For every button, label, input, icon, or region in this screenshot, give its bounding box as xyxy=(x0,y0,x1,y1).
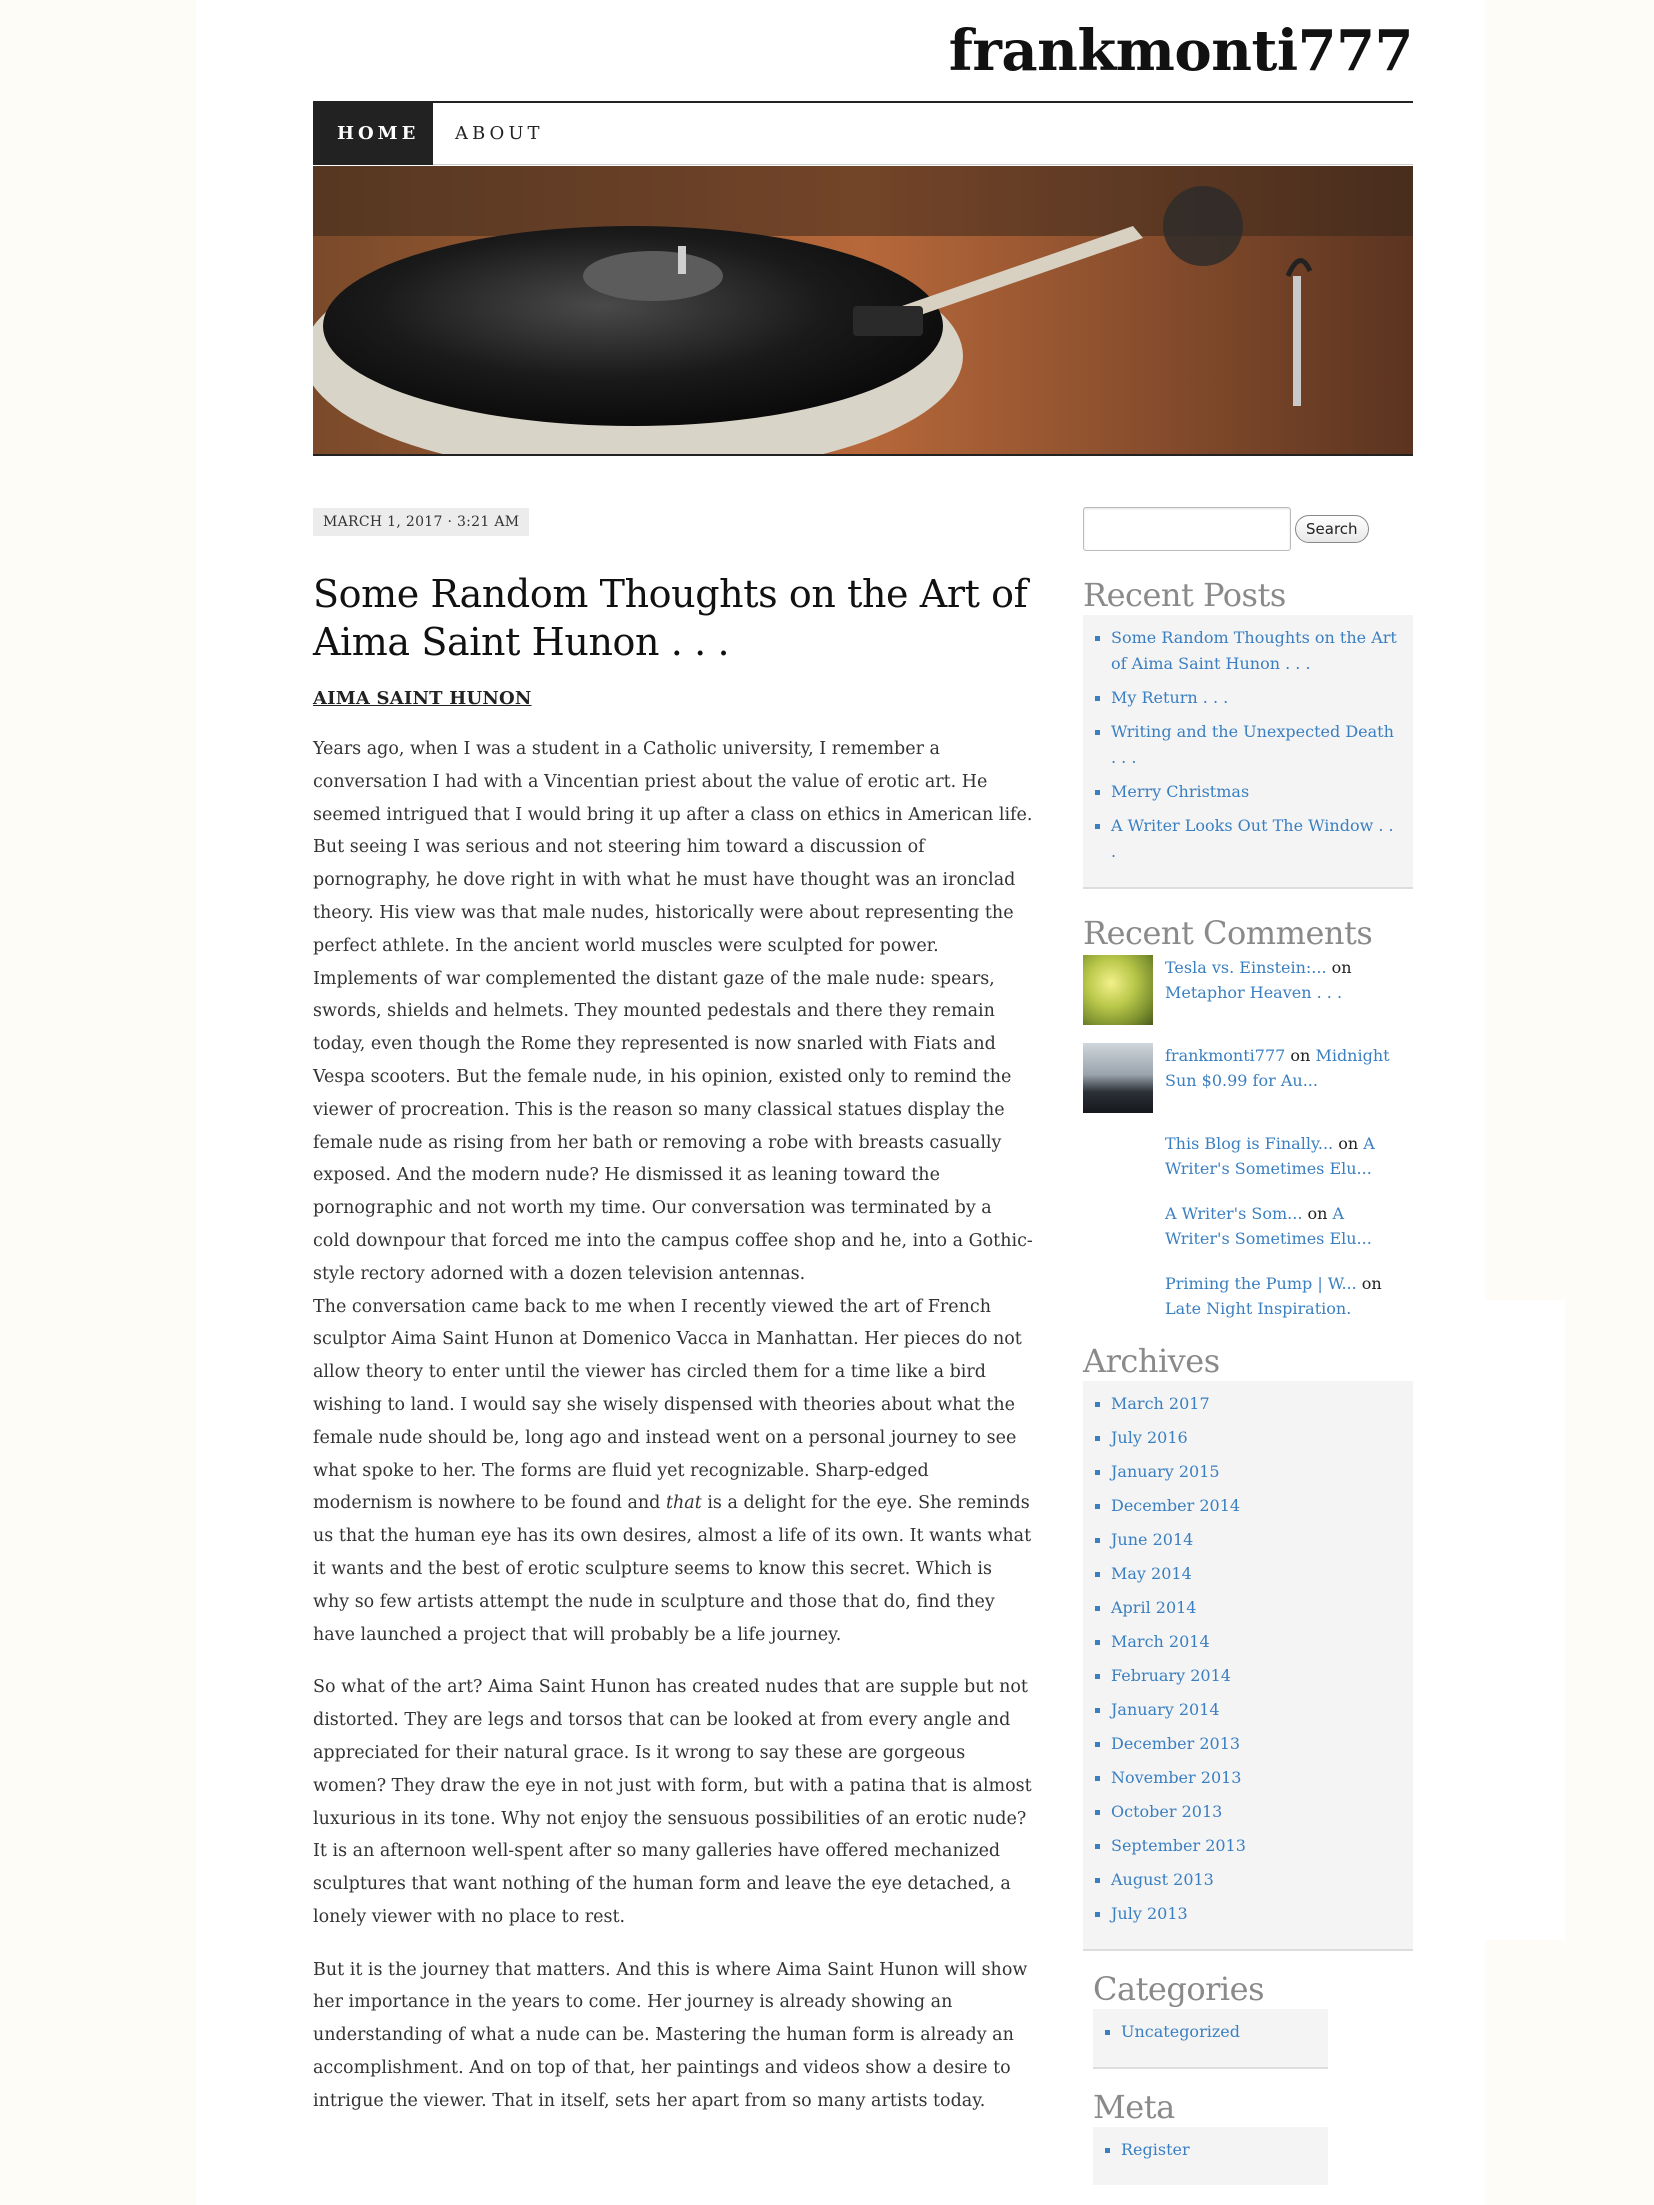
recent-post-link[interactable]: Some Random Thoughts on the Art of Aima Saint Hunon . . . xyxy=(1093,625,1401,677)
comment-text xyxy=(1165,1201,1413,1253)
recent-comment xyxy=(1083,955,1413,1025)
post-category-link[interactable]: AIMA SAINT HUNON xyxy=(313,688,532,709)
archive-link[interactable]: November 2013 xyxy=(1093,1765,1401,1791)
recent-post-link[interactable]: Merry Christmas xyxy=(1093,779,1401,805)
comment-author-link[interactable]: Priming the Pump | W... xyxy=(1165,1274,1357,1293)
main-nav xyxy=(313,103,1413,165)
categories-heading: Categories xyxy=(1093,1970,1264,2008)
nav-about[interactable]: ABOUT xyxy=(455,123,544,144)
recent-comments-widget xyxy=(1083,955,1413,1323)
post-body xyxy=(313,733,1033,2118)
search-input[interactable] xyxy=(1083,507,1291,551)
archive-link[interactable]: September 2013 xyxy=(1093,1833,1401,1859)
comment-on: on xyxy=(1307,1204,1328,1223)
archive-link[interactable]: February 2014 xyxy=(1093,1663,1401,1689)
post-paragraph xyxy=(313,1291,1033,1652)
archive-link[interactable]: December 2013 xyxy=(1093,1731,1401,1757)
post-text: The conversation came back to me when I recently viewed the art of French sculptor Aima Saint Hunon at Domenico Vacca in Manhattan. Her pieces do not allow theory to enter until the viewer has circled them for a time like a bird wishing to land. I would say she wisely dispensed with theories about what the female nude should be, long ago and instead went on a personal journey to see what spoke to her. The forms are fluid yet recognizable. Sharp-edged modernism is nowhere to be found and xyxy=(313,1296,1022,1514)
archive-link[interactable]: July 2013 xyxy=(1093,1901,1401,1927)
recent-post-link[interactable]: A Writer Looks Out The Window . . . xyxy=(1093,813,1401,865)
archive-link[interactable]: October 2013 xyxy=(1093,1799,1401,1825)
comment-post-link[interactable]: Midnight Sun $0.99 for Au... xyxy=(1165,1046,1390,1090)
archive-link[interactable]: April 2014 xyxy=(1093,1595,1401,1621)
archive-link[interactable]: January 2014 xyxy=(1093,1697,1401,1723)
comment-text xyxy=(1165,1043,1413,1113)
post-paragraph: So what of the art? Aima Saint Hunon has created nudes that are supple but not distorted. They are legs and torsos that can be looked at from every angle and appreciated for their natural grace. Is it wrong to say these are gorgeous women? They draw the eye in not just with form, but with a patina that is almost luxurious in its tone. Why not enjoy the sensuous possibilities of an erotic nude? It is an afternoon well-spent after so many galleries have offered mechanized sculptures that want nothing of the human form and leave the eye detached, a lonely viewer with no place to rest. xyxy=(313,1677,1032,1927)
recent-posts-heading: Recent Posts xyxy=(1083,576,1286,614)
archive-link[interactable]: January 2015 xyxy=(1093,1459,1401,1485)
archive-link[interactable]: June 2014 xyxy=(1093,1527,1401,1553)
comment-avatar[interactable] xyxy=(1083,1043,1153,1113)
meta-link[interactable]: Register xyxy=(1103,2137,1316,2163)
comment-on: on xyxy=(1361,1274,1382,1293)
comment-author-link[interactable]: This Blog is Finally... xyxy=(1165,1134,1334,1153)
comment-on: on xyxy=(1338,1134,1359,1153)
categories-widget xyxy=(1093,2009,1328,2069)
post-paragraph: Years ago, when I was a student in a Catholic university, I remember a conversation I had with a Vincentian priest about the value of erotic art. He seemed intrigued that I would bring it up after a class on ethics in American life. But seeing I was serious and not steering him toward a discussion of pornography, he dove right in with what he must have thought was an ironclad theory. His view was that male nudes, historically were about representing the perfect athlete. In the ancient world muscles were sculpted for power. Implements of war complemented the distant gaze of the male nude: spears, swords, shields and helmets. They mounted pedestals and there they remain today, even though the Rome they represented is now snarled with Fiats and Vespa scooters. But the female nude, in his opinion, existed only to remind the viewer of procreation. This is the reason so many classical statues display the female nude as rising from her bath or removing a robe with breasts casually exposed. And the modern nude? He dismissed it as leaning toward the pornographic and not worth my time. Our conversation was terminated by a cold downpour that forced me into the campus coffee shop and he, into a Gothic-style rectory adorned with a dozen television antennas. xyxy=(313,739,1033,1284)
search-form xyxy=(1083,507,1413,551)
comment-author-link[interactable]: Tesla vs. Einstein:... xyxy=(1165,958,1327,977)
comment-post-link[interactable]: A Writer's Sometimes Elu... xyxy=(1165,1204,1372,1248)
nav-home[interactable]: HOME xyxy=(313,103,433,165)
sidebar xyxy=(1083,507,1413,2185)
post-text: is a delight for the eye. She reminds us that the human eye has its own desires, almost a life of its own. It wants what it wants and the best of erotic sculpture seems to know this secret. Which is why so few artists attempt the nude in sculpture and those that do, find they have launched a project that will probably be a life journey. xyxy=(313,1493,1032,1645)
recent-post-link[interactable]: Writing and the Unexpected Death . . . xyxy=(1093,719,1401,771)
comment-text xyxy=(1165,955,1413,1025)
category-link[interactable]: Uncategorized xyxy=(1103,2019,1316,2045)
comment-author-link[interactable]: A Writer's Som... xyxy=(1165,1204,1303,1223)
archive-link[interactable]: March 2017 xyxy=(1093,1391,1401,1417)
recent-posts-widget xyxy=(1083,615,1413,889)
post-paragraph: But it is the journey that matters. And this is where Aima Saint Hunon will show her importance in the years to come. Her journey is already showing an understanding of what a nude can be. Mastering the human form is already an accomplishment. And on top of that, her paintings and videos show a desire to intrigue the viewer. That in itself, sets her apart from so many artists today. xyxy=(313,1959,1028,2111)
comment-on: on xyxy=(1331,958,1352,977)
recent-comment xyxy=(1083,1131,1413,1183)
recent-post-link[interactable]: My Return . . . xyxy=(1093,685,1401,711)
meta-widget xyxy=(1093,2127,1328,2185)
recent-comments-heading: Recent Comments xyxy=(1083,914,1373,952)
site-title[interactable]: frankmonti777 xyxy=(948,18,1413,84)
comment-avatar[interactable] xyxy=(1083,955,1153,1025)
archive-link[interactable]: March 2014 xyxy=(1093,1629,1401,1655)
comment-on: on xyxy=(1290,1046,1311,1065)
archive-link[interactable]: December 2014 xyxy=(1093,1493,1401,1519)
comment-author-link[interactable]: frankmonti777 xyxy=(1165,1046,1286,1065)
post-text-italic: that xyxy=(665,1493,702,1514)
archives-heading: Archives xyxy=(1083,1342,1220,1380)
comment-post-link[interactable]: Late Night Inspiration. xyxy=(1165,1299,1352,1318)
lower-widgets xyxy=(1093,1969,1328,2185)
archive-link[interactable]: July 2016 xyxy=(1093,1425,1401,1451)
meta-heading: Meta xyxy=(1093,2088,1175,2126)
recent-comment xyxy=(1083,1271,1413,1323)
search-button[interactable]: Search xyxy=(1295,515,1369,543)
recent-comment xyxy=(1083,1201,1413,1253)
post-content xyxy=(313,508,1033,2138)
comment-post-link[interactable]: A Writer's Sometimes Elu... xyxy=(1165,1134,1375,1178)
archive-link[interactable]: May 2014 xyxy=(1093,1561,1401,1587)
comment-post-link[interactable]: Metaphor Heaven . . . xyxy=(1165,983,1343,1002)
archive-link[interactable]: August 2013 xyxy=(1093,1867,1401,1893)
post-date[interactable]: MARCH 1, 2017 · 3:21 AM xyxy=(313,508,529,536)
post-title[interactable]: Some Random Thoughts on the Art of Aima Saint Hunon . . . xyxy=(313,572,1028,664)
archives-widget xyxy=(1083,1381,1413,1951)
recent-comment xyxy=(1083,1043,1413,1113)
comment-text xyxy=(1165,1131,1413,1183)
comment-text xyxy=(1165,1271,1413,1323)
header-image-turntable xyxy=(313,166,1413,456)
